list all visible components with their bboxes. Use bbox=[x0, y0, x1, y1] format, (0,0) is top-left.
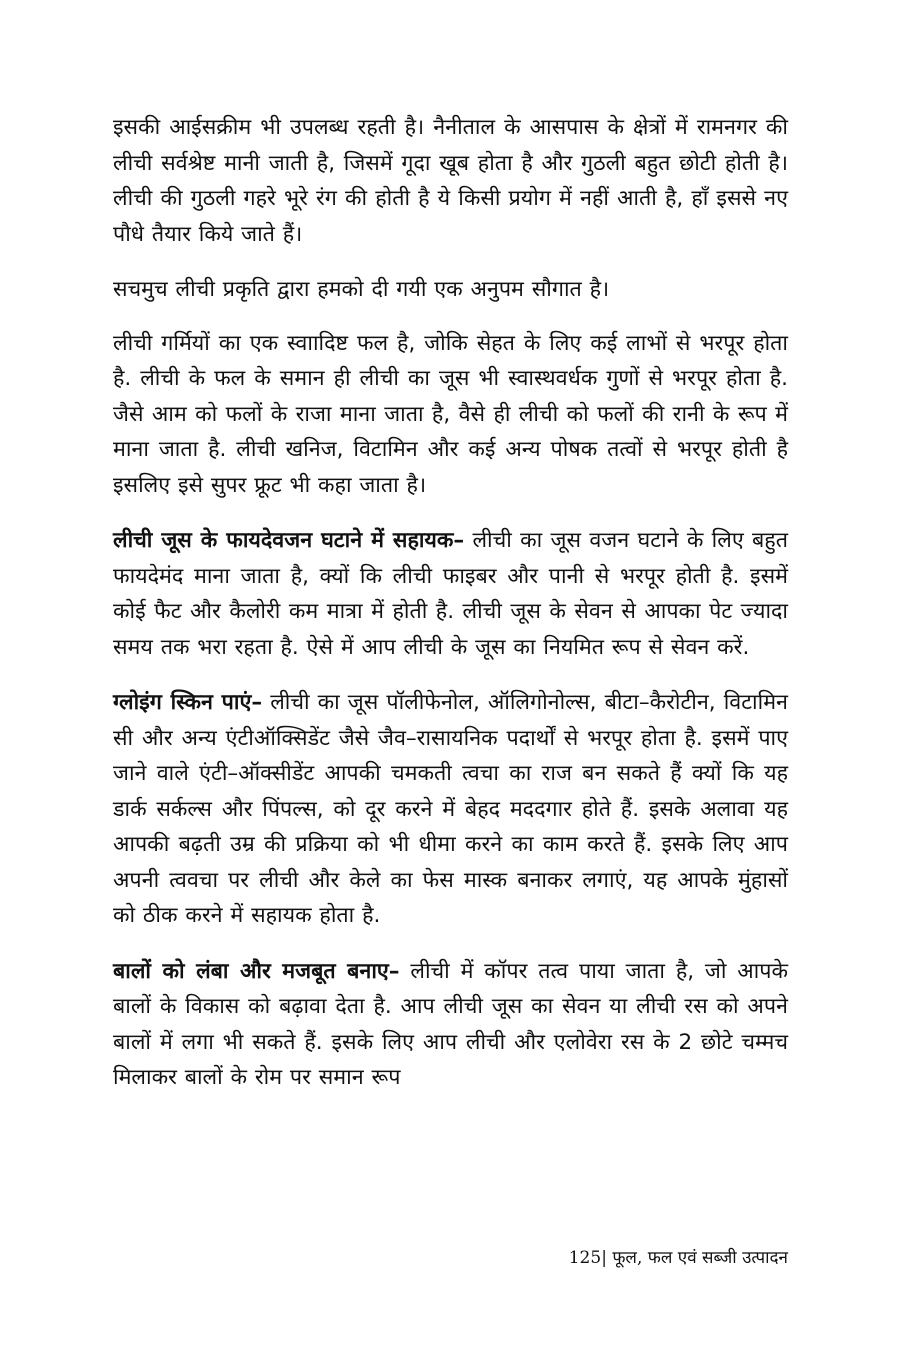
section-heading-glowing-skin: ग्लोइंग स्किन पाएं– bbox=[113, 690, 263, 715]
paragraph-weight-loss bbox=[113, 523, 788, 665]
paragraph-hair bbox=[113, 954, 788, 1096]
paragraph-summer-fruit bbox=[113, 326, 788, 504]
paragraph-text: लीची का जूस वजन घटाने के लिए बहुत फायदेमंद माना जाता है, क्यों कि लीची फाइबर और पानी से भरपूर होती है. इसमें कोई फैट और कैलोरी कम मात्रा में होती है. लीची जूस के सेवन से आपका पेट ज्यादा समय तक भरा रहता है. ऐसे में आप लीची के जूस का नियमित रूप से सेवन करें. bbox=[113, 528, 788, 660]
page-footer bbox=[540, 1246, 788, 1270]
footer-separator: | bbox=[601, 1248, 607, 1268]
page-body bbox=[113, 110, 788, 1116]
paragraph-text: लीची गर्मियों का एक स्वाादिष्ट फल है, जोकि सेहत के लिए कई लाभों से भरपूर होता है. लीची के फल के समान ही लीची का जूस भी स्वास्थवर्धक गुणों से भरपूर होता है. जैसे आम को फलों के राजा माना जाता है, वैसे ही लीची को फलों की रानी के रूप में माना जाता है. लीची खनिज, विटामिन और कई अन्य पोषक तत्वों से भरपूर होती है इसलिए इसे सुपर फ्रूट भी कहा जाता है। bbox=[113, 330, 788, 498]
paragraph-glowing-skin bbox=[113, 685, 788, 934]
paragraph-ice-cream-ramnagar bbox=[113, 110, 788, 252]
section-heading-weight-loss: लीची जूस के फायदेवजन घटाने में सहायक– bbox=[113, 528, 465, 553]
paragraph-text: लीची का जूस पॉलीफेनोल, ऑलिगोनोल्स, बीटा–कैरोटीन, विटामिन सी और अन्य एंटीऑक्सिडेंट जैसे जैव–रासायनिक पदार्थों से भरपूर होता है. इसमें पाए जाने वाले एंटी–ऑक्सीडेंट आपकी चमकती त्वचा का राज बन सकते हैं क्यों कि यह डार्क सर्कल्स और पिंपल्स, को दूर करने में बेहद मददगार होते हैं. इसके अलावा यह आपकी बढ़ती उम्र की प्रक्रिया को भी धीमा करने का काम करते हैं. इसके लिए आप अपनी त्ववचा पर लीची और केले का फेस मास्क बनाकर लगाएं, यह आपके मुंहासों को ठीक करने में सहायक होता है. bbox=[113, 690, 788, 928]
page-number: 125 bbox=[568, 1248, 602, 1268]
book-title: फूल, फल एवं सब्जी उत्पादन bbox=[606, 1248, 788, 1268]
paragraph-text: सचमुच लीची प्रकृति द्वारा हमको दी गयी एक अनुपम सौगात है। bbox=[113, 277, 610, 302]
paragraph-nature-gift bbox=[113, 272, 788, 308]
paragraph-text: इसकी आईसक्रीम भी उपलब्ध रहती है। नैनीताल के आसपास के क्षेत्रों में रामनगर की लीची सर्वश्रेष्ट मानी जाती है, जिसमें गूदा खूब होता है और गुठली बहुत छोटी होती है। लीची की गुठली गहरे भूरे रंग की होती है ये किसी प्रयोग में नहीं आती है, हाँ इससे नए पौधे तैयार किये जाते हैं। bbox=[113, 115, 788, 247]
paragraph-text: लीची में कॉपर तत्व पाया जाता है, जो आपके बालों के विकास को बढ़ावा देता है. आप लीची जूस का सेवन या लीची रस को अपने बालों में लगा भी सकते हैं. इसके लिए आप लीची और एलोवेरा रस के 2 छोटे चम्मच मिलाकर बालों के रोम पर समान रूप bbox=[113, 958, 789, 1090]
section-heading-hair: बालों को लंबा और मजबूत बनाए– bbox=[113, 958, 400, 984]
